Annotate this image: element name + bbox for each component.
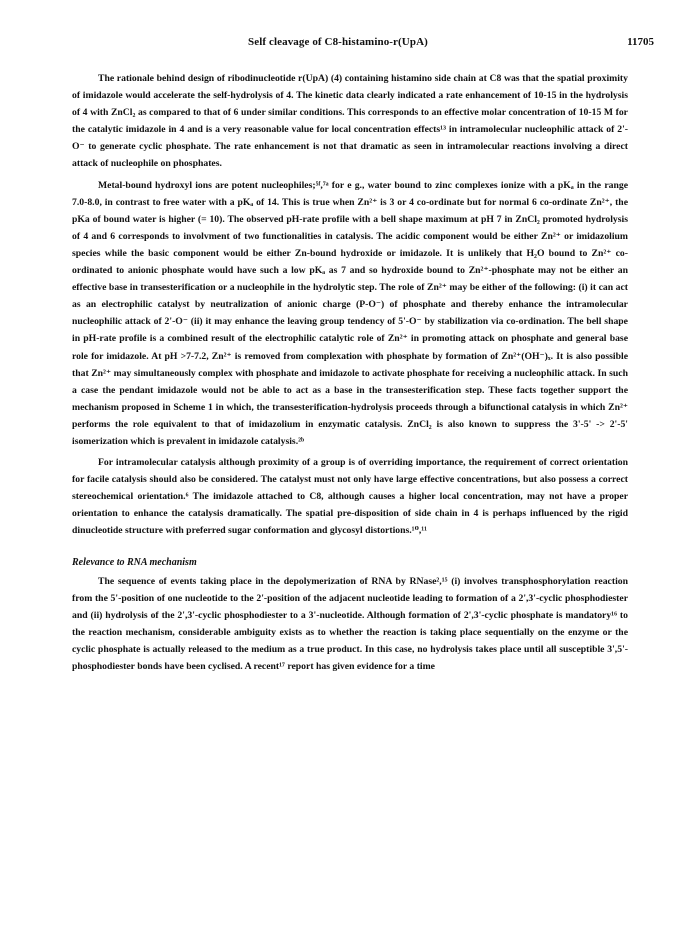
article-body bbox=[72, 70, 628, 679]
paragraph-rationale: The rationale behind design of ribodinucleotide r(UpA) (4) containing histamino side chain at C8 was that the spatial proximity of imidazole would accelerate the self-hydrolysis of 4. The kinetic data clearly indicated a rate enhancement of 10-15 in the hydrolysis of 4 with ZnCl₂ as compared to that of 6 under similar conditions. This corresponds to an effective molar concentration of 10-15 M for the catalytic imidazole in 4 and is a very reasonable value for local concentration effects¹³ in intramolecular nucleophilic attack of 2'-O⁻ to generate cyclic phosphate. The rate enhancement is not that dramatic as seen in intramolecular reactions involving a direct attack of nucleophile on phosphates. bbox=[72, 73, 628, 170]
paragraph-intramolecular-catalysis: For intramolecular catalysis although proximity of a group is of overriding importance, the requirement of correct orientation for facile catalysis should also be considered. The catalyst must not only have large effective concentrations, but also possess a correct stereochemical orientation.⁶ The imidazole attached to C8, although causes a higher local concentration, may not have a proper orientation to enhance the catalysis dramatically. The spatial pre-disposition of side chain in 4 is perhaps influenced by the rigid dinucleotide structure with preferred sugar conformation and glycosyl distortions.¹⁰,¹¹ bbox=[72, 457, 628, 537]
section-heading: Relevance to RNA mechanism bbox=[72, 556, 197, 568]
page-number: 11705 bbox=[627, 36, 654, 48]
running-title: Self cleavage of C8-histamino-r(UpA) bbox=[248, 36, 428, 48]
paragraph-metal-bound-hydroxyl: Metal-bound hydroxyl ions are potent nucleophiles;⁵ᶠ,⁷ᵃ for e g., water bound to zinc complexes ionize with a pKₐ in the range 7.0-8.0, in contrast to free water with a pKₐ of 14. This is true when Zn²⁺ is 3 or 4 co-ordinate but for normal 6 co-ordinate Zn²⁺, the pKa of bound water is higher (= 10). The observed pH-rate profile with a bell shape maximum at pH 7 in ZnCl₂ promoted hydrolysis of 4 and 6 corresponds to involvment of two functionalities in catalysis. The acidic component would be either Zn²⁺ or imidazolium species while the basic component would be either Zn-bound hydroxide or imidazole. It is unlikely that H₂O bound to Zn²⁺ co-ordinated to anionic phosphate would have such a low pKₐ as 7 and so hydroxide bound to Zn²⁺-phosphate may not be either an effective base in transesterification or a nucleophile in the hydrolytic step. The role of Zn²⁺ may be either of the following: (i) it can act as an electrophilic catalyst by neutralization of anionic charge (P-O⁻) of phosphate and thereby enhance the intramolecular nucleophilic attack of 2'-O⁻ (ii) it may enhance the leaving group tendency of 5'-O⁻ by stabilization via co-ordination. The bell shape in pH-rate profile is a combined result of the electrophilic catalytic role of Zn²⁺ in promoting attack on phosphate and general base role for imidazole. At pH >7-7.2, Zn²⁺ is removed from complexation with phosphate by formation of Zn²⁺(OH⁻)ₓ. It is also possible that Zn²⁺ may simultaneously complex with phosphate and imidazole to activate phosphate for receiving a nucleophilic attack. In such a case the pendant imidazole would not be able to act as a base in the transesterification step. These facts together support the mechanism proposed in Scheme 1 in which, the transesterification-hydrolysis proceeds through a bifunctional catalysis in which Zn²⁺ performs the role equivalent to that of imidazolium in enzymatic catalysis. ZnCl₂ is also known to suppress the 3'-5' -> 2'-5' isomerization which is prevalent in imidazole catalysis.²ᵇ bbox=[72, 179, 628, 447]
paragraph-rna-mechanism: The sequence of events taking place in the depolymerization of RNA by RNase²,¹⁵ (i) involves transphosphorylation reaction from the 5'-position of one nucleotide to the 2'-position of the adjacent nucleotide leading to formation of a 2',3'-cyclic phosphodiester and (ii) hydrolysis of the 2',3'-cyclic phosphodiester to a 3'-nucleotide. Although formation of 2',3'-cyclic phosphate is mandatory¹⁶ to the reaction mechanism, considerable ambiguity exists as to whether the reaction is taking place sequentially on the enzyme or the cyclic phosphate is actually released to the medium as a true product. In this case, no hydrolysis takes place until all susceptible 3',5'-phosphodiester bonds have been cyclised. A recent¹⁷ report has given evidence for a time bbox=[72, 575, 628, 673]
